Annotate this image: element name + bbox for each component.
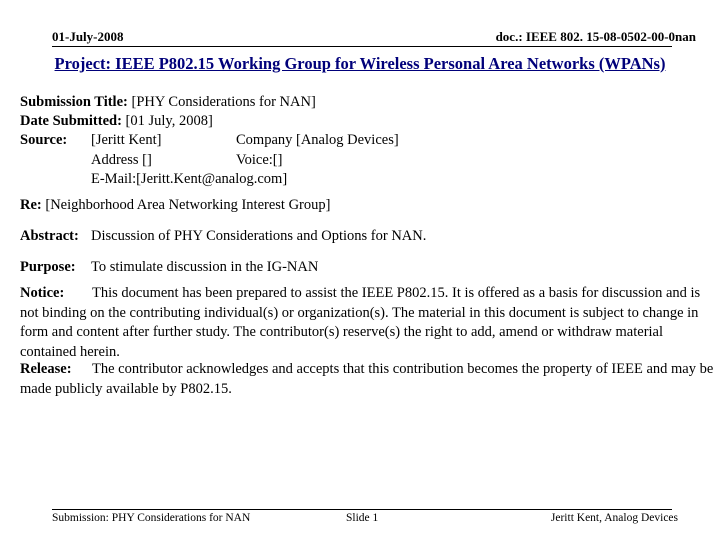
footer-submission: Submission: PHY Considerations for NAN [52,512,251,524]
footer-divider [52,509,672,510]
purpose-value: To stimulate discussion in the IG-NAN [91,259,319,275]
abstract-label: Abstract: [20,228,79,244]
release-text: The contributor acknowledges and accepts that this contribution becomes the property of IEEE and may be made publicly available by P802.15. [20,361,714,397]
submission-title-row [20,94,316,111]
source-label: Source: [20,132,68,148]
re-label: Re: [20,197,42,213]
footer-slide-number: Slide 1 [346,512,379,524]
submission-title-value: [PHY Considerations for NAN] [131,94,316,110]
footer-author: Jeritt Kent, Analog Devices [550,512,678,524]
date-submitted-label: Date Submitted: [20,113,122,129]
project-title: Project: IEEE P802.15 Working Group for Wireless Personal Area Networks (WPANs) [54,54,666,73]
release-label: Release: [20,361,72,377]
notice-label: Notice: [20,285,65,301]
purpose-label: Purpose: [20,259,76,275]
source-name: [Jeritt Kent] [91,132,162,148]
notice-paragraph [20,284,714,362]
source-voice: Voice:[] [236,152,283,168]
notice-text: This document has been prepared to assist the IEEE P802.15. It is offered as a basis for discussion and is not binding on the contributing individual(s) or organization(s). The material in this document is subject to change in form and content after further study. The contributor(s) reserve(s) the right to add, amend or withdraw material contained herein. [20,285,701,360]
re-row [20,197,330,214]
source-address: Address [] [91,152,152,168]
submission-title-label: Submission Title: [20,94,128,110]
source-email: E-Mail:[Jeritt.Kent@analog.com] [91,171,288,187]
header-date: 01-July-2008 [52,29,124,44]
release-paragraph [20,360,714,399]
source-company: Company [Analog Devices] [236,132,399,148]
abstract-value: Discussion of PHY Considerations and Options for NAN. [91,228,427,244]
re-value: [Neighborhood Area Networking Interest Group] [45,197,331,213]
date-submitted-row [20,113,213,130]
date-submitted-value: [01 July, 2008] [125,113,213,129]
header-divider [52,46,672,47]
header-doc-id: doc.: IEEE 802. 15-08-0502-00-0nan [495,29,696,44]
